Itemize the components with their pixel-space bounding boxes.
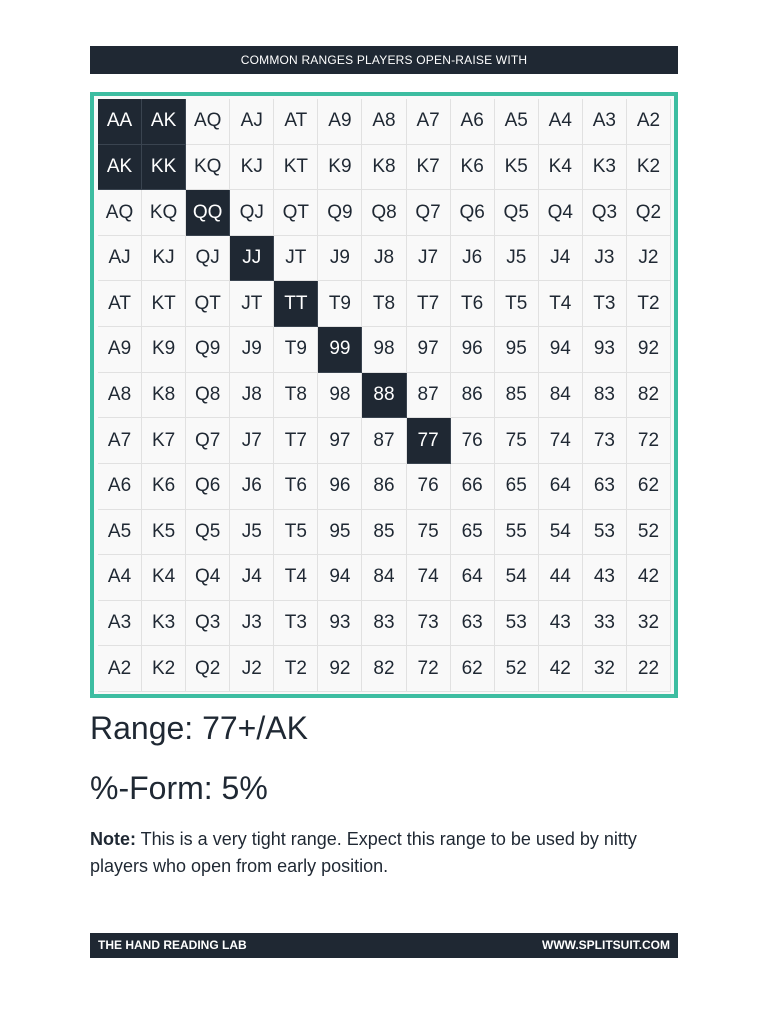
hand-cell: AT [98,281,142,327]
hand-cell: A9 [318,99,362,145]
hand-cell: J2 [230,646,274,692]
hand-cell: 76 [407,464,451,510]
hand-cell: 98 [362,327,406,373]
hand-cell: A5 [495,99,539,145]
hand-cell: Q6 [451,190,495,236]
hand-cell: KT [142,281,186,327]
header-title: COMMON RANGES PLAYERS OPEN-RAISE WITH [240,53,528,67]
hand-cell: 32 [583,646,627,692]
hand-cell: JT [230,281,274,327]
hand-cell: 95 [318,510,362,556]
hand-cell: Q7 [407,190,451,236]
hand-cell: 83 [583,373,627,419]
hand-cell: K3 [142,601,186,647]
hand-cell: 42 [539,646,583,692]
hand-cell: T3 [274,601,318,647]
hand-cell: 98 [318,373,362,419]
hand-cell: A9 [98,327,142,373]
hand-cell: J3 [583,236,627,282]
hand-cell: J5 [495,236,539,282]
hand-cell: 74 [407,555,451,601]
hand-cell: 74 [539,418,583,464]
hand-cell: A6 [451,99,495,145]
hand-cell: QQ [186,190,230,236]
hand-cell: 93 [318,601,362,647]
hand-cell: 63 [583,464,627,510]
hand-cell: 87 [407,373,451,419]
hand-cell: KJ [230,145,274,191]
hand-cell: T7 [274,418,318,464]
percent-form: %-Form: 5% [90,770,268,806]
hand-cell: 92 [627,327,671,373]
hand-cell: 73 [583,418,627,464]
page-footer [90,933,678,958]
hand-cell: AJ [98,236,142,282]
hand-cell: J9 [318,236,362,282]
hand-cell: 42 [627,555,671,601]
hand-cell: AK [98,145,142,191]
hand-cell: 73 [407,601,451,647]
hand-cell: QJ [186,236,230,282]
hand-cell: T3 [583,281,627,327]
hand-cell: Q8 [362,190,406,236]
hand-cell: A6 [98,464,142,510]
hand-cell: J6 [230,464,274,510]
hand-cell: 63 [451,601,495,647]
hand-cell: Q9 [318,190,362,236]
hand-cell: 22 [627,646,671,692]
hand-cell: 44 [539,555,583,601]
hand-cell: 88 [362,373,406,419]
hand-cell: T8 [274,373,318,419]
hand-cell: T7 [407,281,451,327]
hand-cell: Q8 [186,373,230,419]
hand-cell: 64 [451,555,495,601]
hand-cell: T9 [274,327,318,373]
hand-cell: J9 [230,327,274,373]
hand-cell: 96 [451,327,495,373]
hand-cell: A7 [407,99,451,145]
hand-cell: AQ [186,99,230,145]
range-summary: Range: 77+/AK [90,710,308,746]
hand-cell: J2 [627,236,671,282]
hand-cell: 99 [318,327,362,373]
hand-cell: 95 [495,327,539,373]
hand-cell: A8 [98,373,142,419]
hand-cell: 97 [318,418,362,464]
hand-cell: J4 [230,555,274,601]
hand-cell: J6 [451,236,495,282]
note-text: This is a very tight range. Expect this range to be used by nitty players who open from early position. [90,829,637,876]
hand-cell: TT [274,281,318,327]
hand-cell: K9 [318,145,362,191]
hand-cell: Q3 [583,190,627,236]
hand-cell: A3 [583,99,627,145]
hand-cell: 65 [495,464,539,510]
hand-cell: AA [98,99,142,145]
note-paragraph [90,826,680,880]
hand-cell: 76 [451,418,495,464]
hand-cell: JT [274,236,318,282]
hand-cell: Q5 [186,510,230,556]
hand-cell: T8 [362,281,406,327]
hand-cell: T4 [539,281,583,327]
hand-cell: K9 [142,327,186,373]
hand-cell: Q9 [186,327,230,373]
hand-cell: KJ [142,236,186,282]
note-label: Note: [90,829,136,849]
hand-cell: T2 [627,281,671,327]
hand-cell: A4 [539,99,583,145]
hand-cell: K8 [362,145,406,191]
hand-cell: A2 [98,646,142,692]
hand-cell: 92 [318,646,362,692]
hand-cell: 87 [362,418,406,464]
hand-cell: 85 [495,373,539,419]
hand-cell: 65 [451,510,495,556]
hand-cell: T9 [318,281,362,327]
hand-cell: 84 [539,373,583,419]
hand-cell: KT [274,145,318,191]
hand-cell: AQ [98,190,142,236]
range-grid-frame [90,92,678,698]
hand-cell: A8 [362,99,406,145]
hand-cell: J5 [230,510,274,556]
hand-cell: K4 [142,555,186,601]
hand-cell: K4 [539,145,583,191]
hand-cell: A2 [627,99,671,145]
hand-cell: 53 [495,601,539,647]
hand-cell: 86 [362,464,406,510]
hand-cell: AT [274,99,318,145]
hand-cell: 93 [583,327,627,373]
hand-cell: 82 [627,373,671,419]
hand-cell: 33 [583,601,627,647]
hand-cell: 97 [407,327,451,373]
hand-cell: 43 [583,555,627,601]
hand-cell: K5 [142,510,186,556]
hand-cell: 43 [539,601,583,647]
hand-cell: QT [274,190,318,236]
hand-cell: 84 [362,555,406,601]
hand-cell: Q7 [186,418,230,464]
hand-cell: KK [142,145,186,191]
hand-cell: T2 [274,646,318,692]
hand-cell: 72 [407,646,451,692]
hand-cell: J4 [539,236,583,282]
hand-cell: K6 [142,464,186,510]
footer-brand: THE HAND READING LAB [98,938,247,952]
hand-cell: 96 [318,464,362,510]
hand-cell: K7 [142,418,186,464]
hand-cell: KQ [186,145,230,191]
hand-cell: AJ [230,99,274,145]
hand-cell: K3 [583,145,627,191]
hand-cell: 75 [407,510,451,556]
hand-cell: T5 [274,510,318,556]
hand-cell: 66 [451,464,495,510]
hand-cell: 85 [362,510,406,556]
hand-cell: 82 [362,646,406,692]
hand-cell: T6 [451,281,495,327]
hand-cell: QT [186,281,230,327]
hand-cell: Q4 [186,555,230,601]
footer-website: WWW.SPLITSUIT.COM [542,938,670,952]
hand-cell: 72 [627,418,671,464]
hand-cell: 77 [407,418,451,464]
hand-cell: KQ [142,190,186,236]
hand-cell: 52 [627,510,671,556]
hand-cell: T5 [495,281,539,327]
hand-cell: K6 [451,145,495,191]
hand-cell: 62 [451,646,495,692]
hand-cell: 94 [318,555,362,601]
hand-cell: Q2 [627,190,671,236]
hand-cell: 32 [627,601,671,647]
hand-cell: J8 [362,236,406,282]
hand-cell: K7 [407,145,451,191]
hand-cell: Q4 [539,190,583,236]
hand-cell: K2 [627,145,671,191]
hand-cell: J7 [230,418,274,464]
hand-cell: A7 [98,418,142,464]
hand-cell: K5 [495,145,539,191]
hand-cell: 54 [495,555,539,601]
hand-cell: 75 [495,418,539,464]
hand-cell: 53 [583,510,627,556]
hand-cell: 55 [495,510,539,556]
hand-cell: AK [142,99,186,145]
hand-cell: 94 [539,327,583,373]
hand-cell: K2 [142,646,186,692]
hand-cell: Q6 [186,464,230,510]
hand-cell: A4 [98,555,142,601]
hand-cell: JJ [230,236,274,282]
hand-cell: J8 [230,373,274,419]
range-grid [98,99,671,692]
hand-cell: 83 [362,601,406,647]
hand-cell: 64 [539,464,583,510]
hand-cell: T6 [274,464,318,510]
hand-cell: 52 [495,646,539,692]
hand-cell: QJ [230,190,274,236]
hand-cell: Q5 [495,190,539,236]
hand-cell: 62 [627,464,671,510]
hand-cell: Q2 [186,646,230,692]
hand-cell: A5 [98,510,142,556]
hand-cell: Q3 [186,601,230,647]
page-header [90,46,678,74]
hand-cell: J3 [230,601,274,647]
hand-cell: K8 [142,373,186,419]
hand-cell: T4 [274,555,318,601]
hand-cell: 86 [451,373,495,419]
hand-cell: J7 [407,236,451,282]
hand-cell: A3 [98,601,142,647]
hand-cell: 54 [539,510,583,556]
